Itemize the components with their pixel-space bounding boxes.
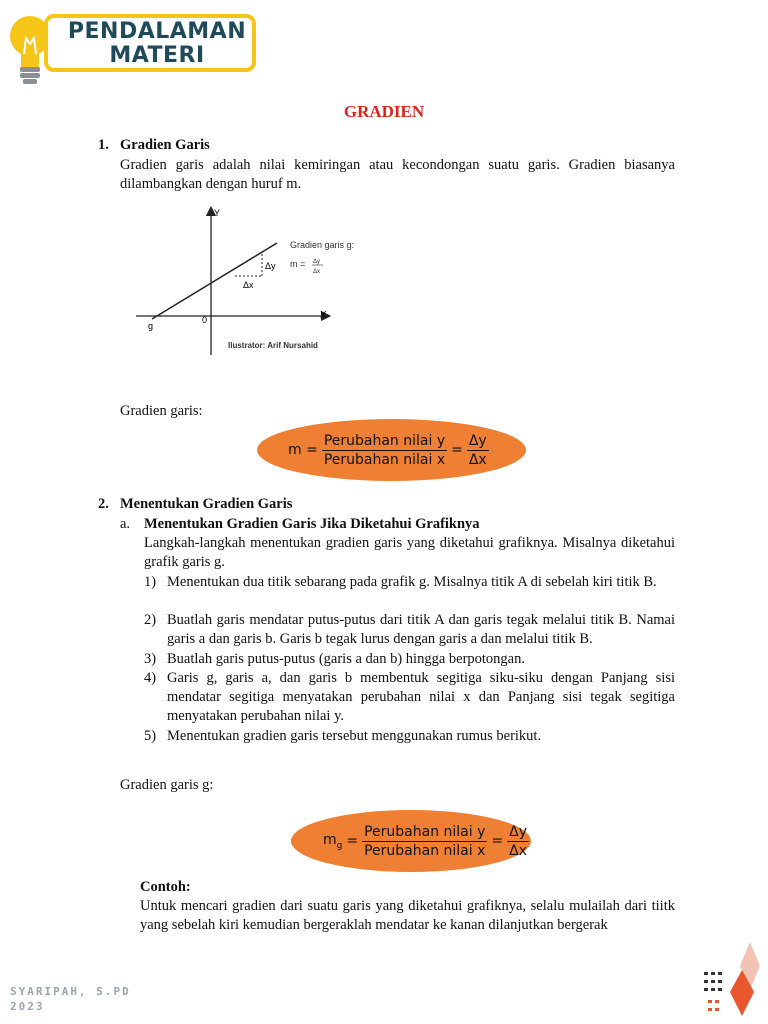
- section-1-paragraph: Gradien garis adalah nilai kemiringan atau kecondongan suatu garis. Gradien biasanya dilambangkan dengan huruf m.: [120, 157, 675, 192]
- formula-2-lhs: $m_g$: [323, 831, 343, 851]
- decorative-diamonds-icon: [700, 940, 766, 1022]
- logo-text: PENDALAMAN MATERI: [67, 19, 247, 68]
- section-2-number: 2.: [98, 496, 109, 512]
- example-heading: Contoh:: [140, 879, 191, 895]
- legend-numerator: Δy: [313, 259, 321, 265]
- step-1-number: 1): [144, 574, 157, 590]
- step-4-number: 4): [144, 670, 157, 686]
- formula-1: m = $\frac{\text{Perubahan nilai y}}{\text{Perubahan nilai x}}$ = $\frac{\Delta y}{\Delta x}$: [288, 432, 487, 468]
- example-paragraph: Untuk mencari gradien dari suatu garis yang diketahui grafiknya, selalu mulailah dari tiitk yang sebelah kiri kemudian bergeraklah mendatar ke kanan dilanjutkan bergerak: [140, 898, 675, 933]
- subsection-a-heading: Menentukan Gradien Garis Jika Diketahui Grafiknya: [144, 516, 480, 532]
- step-5-number: 5): [144, 728, 157, 744]
- x-axis-label: X: [320, 310, 327, 321]
- logo: [4, 4, 259, 86]
- step-1-text: Menentukan dua titik sebarang pada grafik g. Misalnya titik A di sebelah kiri titik B.: [167, 574, 657, 590]
- footer-author: SYARIPAH, S.PD 2023: [10, 985, 131, 1013]
- step-5-text: Menentukan gradien garis tersebut menggunakan rumus berikut.: [167, 728, 542, 744]
- delta-x-label: Δx: [243, 280, 254, 290]
- step-2-number: 2): [144, 612, 157, 628]
- step-4-text: Garis g, garis a, dan garis b membentuk segitiga siku-siku dengan Panjang sisi mendatar segitiga menyatakan perubahan nilai x dan Panjang sisi tegak segitiga menyatakan perubahan nilai y.: [167, 670, 675, 724]
- illustrator-credit: Ilustrator: Arif Nursahid: [228, 341, 318, 350]
- gradient-label-1: Gradien garis:: [120, 403, 203, 419]
- section-2-heading: Menentukan Gradien Garis: [120, 496, 293, 512]
- step-2-text: Buatlah garis mendatar putus-putus dari titik A dan garis tegak melalui titik B. Namai garis a dan garis b. Garis b tegak lurus dengan garis a dan melalui titik B.: [167, 612, 675, 647]
- step-3-number: 3): [144, 651, 157, 667]
- legend-title: Gradien garis g:: [290, 240, 355, 250]
- section-1-number: 1.: [98, 137, 109, 153]
- formula-2: $m_g$ = $\frac{\text{Perubahan nilai y}}{\text{Perubahan nilai x}}$ = $\frac{\Delta y}{\Delta x}$: [323, 823, 527, 859]
- subsection-a-intro: Langkah-langkah menentukan gradien garis yang diketahui grafiknya. Misalnya diketahui grafik garis g.: [144, 535, 675, 570]
- subsection-a-letter: a.: [120, 516, 131, 532]
- formula-2-fraction: $\frac{\text{Perubahan nilai y}}{\text{Perubahan nilai x}}$: [364, 823, 486, 859]
- delta-y-label: Δy: [265, 261, 276, 271]
- formula-1-delta-fraction: $\frac{\Delta y}{\Delta x}$: [468, 432, 487, 468]
- y-axis-label: Y: [214, 208, 221, 218]
- section-1-heading: Gradien Garis: [120, 137, 210, 153]
- line-g: [152, 243, 277, 319]
- legend-denominator: Δx: [313, 269, 321, 275]
- gradient-graph: [130, 205, 370, 360]
- formula-1-fraction: $\frac{\text{Perubahan nilai y}}{\text{Perubahan nilai x}}$: [323, 432, 446, 468]
- page-title: GRADIEN: [343, 102, 425, 121]
- legend-formula: m =: [290, 259, 306, 269]
- line-g-label: g: [148, 321, 154, 331]
- gradient-label-2: Gradien garis g:: [120, 777, 214, 793]
- formula-1-lhs: m =: [288, 442, 318, 458]
- formula-2-delta-fraction: $\frac{\Delta y}{\Delta x}$: [509, 823, 527, 859]
- step-3-text: Buatlah garis putus-putus (garis a dan b) hingga berpotongan.: [167, 651, 525, 667]
- origin-label: 0: [202, 315, 208, 325]
